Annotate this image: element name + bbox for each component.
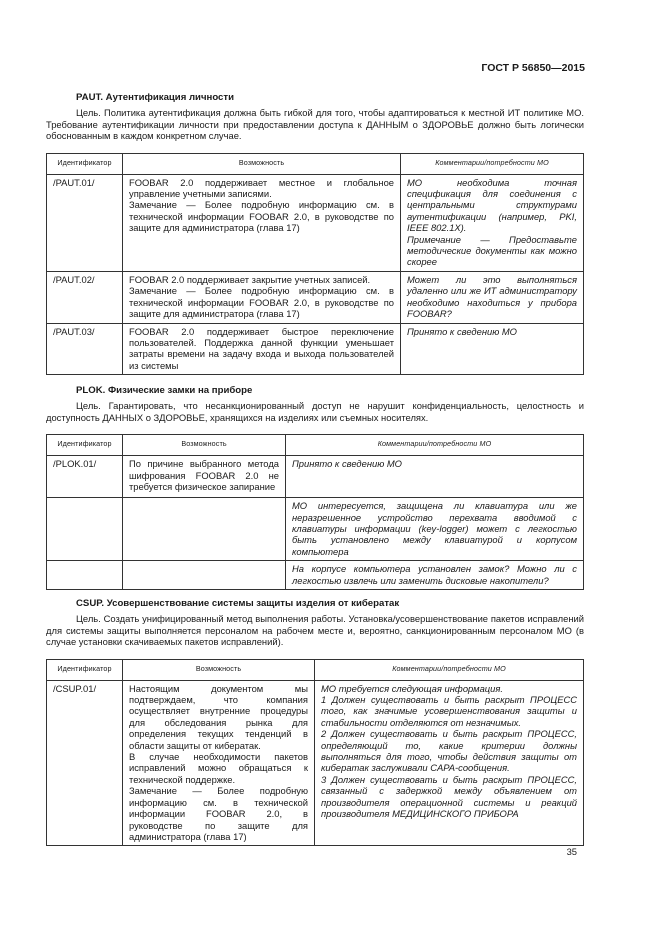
comment-item: 3 Должен существовать и быть раскрыт ПРОЦЕСС, связанный с задержкой между объявлением от производителя операционной системы и реакций производителя МЕДИЦИНСКОГО ПРИБОРА: [321, 773, 577, 820]
comment-text: На корпусе компьютера установлен замок? Можно ли с легкостью извлечь или заменить дисковые накопители?: [292, 563, 577, 586]
row-capability: [123, 498, 286, 561]
row-comment: [286, 498, 584, 561]
comment-text: Может ли это выполняться удаленно или же ИТ администратору необходимо находиться у прибора FOOBAR?: [407, 273, 577, 320]
section-goal: Цель. Гарантировать, что несанкционированный доступ не нарушит конфиденциальность, целостность и доступность ДАННЫХ о ЗДОРОВЬЕ, хранящихся на изделиях или съемных носителях.: [46, 400, 584, 423]
section-plok: [46, 385, 584, 590]
row-id: /CSUP.01/: [47, 680, 123, 846]
capability-note: Замечание — Более подробную информацию см. в технической информации FOOBAR 2.0, в руководстве по защите для администратора (глава 17): [129, 785, 308, 842]
column-header-capability: Возможность: [123, 659, 315, 680]
table-row: [47, 323, 584, 375]
row-id: /PAUT.01/: [47, 174, 123, 271]
comment-item: 2 Должен существовать и быть раскрыт ПРОЦЕСС, определяющий то, какие критерии должны выполняться для того, чтобы действия защиты от кибератак заслуживали CAPA-сообщения.: [321, 728, 577, 774]
section-paut: [46, 92, 584, 375]
column-header-comments: Комментарии/потребности МО: [286, 435, 584, 456]
column-header-id: Идентификатор: [47, 435, 123, 456]
table-header-row: [47, 659, 584, 680]
table-row: [47, 271, 584, 323]
capability-text: FOOBAR 2.0 поддерживает закрытие учетных записей.: [129, 273, 371, 285]
section-goal: Цель. Политика аутентификация должна быть гибкой для того, чтобы адаптироваться к местной ИТ политике МО. Требование аутентификации личности при предоставлении доступа к ДАННЫМ о ЗДОРОВЬЕ должно быть логически обоснованным в каждом конкретном случае.: [46, 107, 584, 142]
requirements-table: [46, 434, 584, 590]
row-capability: [123, 680, 315, 846]
requirements-table: [46, 659, 584, 847]
table-row: [47, 498, 584, 561]
comment-text: Принято к сведению МО: [292, 458, 402, 470]
section-title: PLOK. Физические замки на приборе: [76, 385, 253, 396]
capability-text: FOOBAR 2.0 поддерживает местное и глобальное управление учетными записями.: [129, 176, 394, 200]
row-capability: [123, 271, 401, 323]
row-id: /PLOK.01/: [47, 456, 123, 498]
capability-text: В случае необходимости пакетов исправлений можно обращаться к технической поддержке.: [129, 751, 308, 785]
row-id: [47, 498, 123, 561]
capability-note: Замечание — Более подробную информацию см. в технической информации FOOBAR 2.0, в руководстве по защите для администратора (глава 17): [129, 199, 394, 234]
comment-item: 1 Должен существовать и быть раскрыт ПРОЦЕСС того, как значимые усовершенствования защиты и стабильности отделяются от незначимых.: [321, 694, 577, 728]
section-title: PAUT. Аутентификация личности: [76, 92, 234, 103]
column-header-id: Идентификатор: [47, 153, 123, 174]
page-number: 35: [566, 846, 577, 857]
row-capability: [123, 323, 401, 375]
section-goal: Цель. Создать унифицированный метод выполнения работы. Установка/усовершенствование пакетов исправлений для системы защиты выполняется персоналом на рабочем месте и, вероятно, санкционированным персоналом МО (в случае установки скачиваемых пакетов исправлений).: [46, 613, 584, 648]
capability-note: Замечание — Более подробную информацию см. в технической информации FOOBAR 2.0, в руководстве по защите для администратора (глава 17): [129, 285, 394, 320]
column-header-comments: Комментарии/потребности МО: [401, 153, 584, 174]
section-title: CSUP. Усовершенствование системы защиты изделия от кибератак: [76, 598, 400, 609]
comment-text: Принято к сведению МО: [407, 325, 517, 337]
row-comment: [401, 271, 584, 323]
row-capability: [123, 174, 401, 271]
capability-text: Настоящим документом мы подтверждаем, что компания осуществляет внутренние процедуры для обследования рынка для определения текущих тенденций в области защиты от кибератак.: [129, 682, 308, 751]
capability-text: По причине выбранного метода шифрования FOOBAR 2.0 не требуется физическое запирание: [129, 458, 279, 493]
table-header-row: [47, 435, 584, 456]
comment-text: МО интересуется, защищена ли клавиатура или же неразрешенное устройство перехвата вводимой с клавиатуры информации (key-logger) может с легкостью быть установлено между клавиатурой и корпусом компьютера: [292, 500, 577, 557]
row-comment: [401, 174, 584, 271]
column-header-capability: Возможность: [123, 153, 401, 174]
column-header-capability: Возможность: [123, 435, 286, 456]
row-id: /PAUT.02/: [47, 271, 123, 323]
requirements-table: [46, 153, 584, 376]
row-comment: [286, 456, 584, 498]
table-row: [47, 456, 584, 498]
row-capability: [123, 456, 286, 498]
comment-text: МО требуется следующая информация.: [321, 682, 503, 694]
table-row: [47, 174, 584, 271]
standard-id: ГОСТ Р 56850—2015: [481, 62, 585, 74]
table-header-row: [47, 153, 584, 174]
capability-text: FOOBAR 2.0 поддерживает быстрое переключение пользователей. Поддержка данной функции уменьшает затраты времени на задачу входа и выхода пользователей из системы: [129, 325, 394, 371]
table-row: [47, 680, 584, 846]
row-comment: [315, 680, 584, 846]
row-comment: [401, 323, 584, 375]
column-header-comments: Комментарии/потребности МО: [315, 659, 584, 680]
row-comment: [286, 561, 584, 590]
comment-text: МО необходима точная спецификация для соединения с центральными структурами аутентификации (например, PKI, IEEE 802.1X).: [407, 176, 577, 234]
comment-note: Примечание — Предоставьте методические документы как можно скорее: [407, 233, 577, 268]
section-csup: [46, 598, 584, 846]
row-capability: [123, 561, 286, 590]
row-id: [47, 561, 123, 590]
row-id: /PAUT.03/: [47, 323, 123, 375]
column-header-id: Идентификатор: [47, 659, 123, 680]
table-row: [47, 561, 584, 590]
